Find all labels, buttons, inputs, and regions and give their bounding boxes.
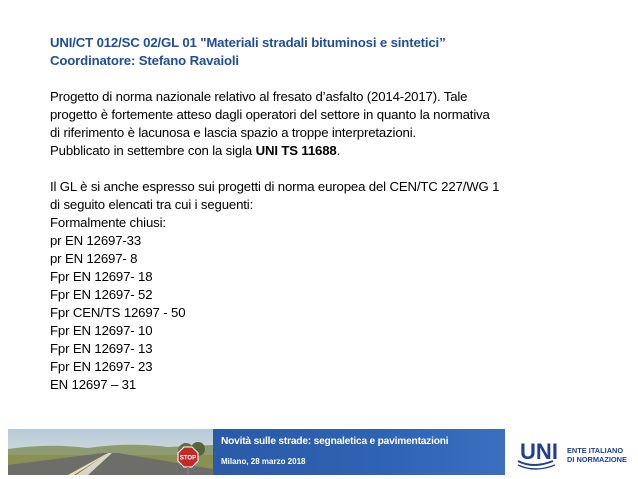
paragraph-line: di riferimento è lacunosa e lascia spazio a troppe interpretazioni.	[50, 125, 417, 140]
stop-sign-text: STOP	[179, 455, 197, 462]
logo-mark-text: UNI	[520, 439, 558, 464]
event-title: Novità sulle strade: segnaletica e pavimentazioni	[221, 436, 449, 447]
published-suffix: .	[336, 143, 341, 158]
standard-item: Fpr EN 12697- 23	[50, 359, 153, 374]
uni-logo	[515, 435, 633, 473]
published-line	[50, 142, 610, 160]
paragraph-line: Formalmente chiusi:	[50, 215, 166, 230]
road-photo-image	[8, 429, 213, 475]
logo-text	[567, 446, 627, 464]
heading-coordinator: Coordinatore: Stefano Ravaioli	[50, 53, 239, 68]
paragraph-european	[50, 178, 610, 232]
paragraph-line: Progetto di norma nazionale relativo al fresato d’asfalto (2014-2017). Tale	[50, 89, 468, 104]
event-banner	[213, 429, 505, 475]
published-code: UNI TS 11688	[255, 143, 337, 158]
standard-item: pr EN 12697-33	[50, 233, 142, 248]
event-date: Milano, 28 marzo 2018	[221, 457, 306, 466]
heading-title: UNI/CT 012/SC 02/GL 01 "Materiali stradali bituminosi e sintetici”	[50, 35, 446, 50]
logo-line: ENTE ITALIANO	[567, 446, 624, 455]
published-prefix: Pubblicato in settembre con la sigla	[50, 143, 256, 158]
logo-line: DI NORMAZIONE	[567, 455, 627, 464]
paragraph-line: progetto è fortemente atteso dagli operatori del settore in quanto la normativa	[50, 107, 490, 122]
slide-body	[50, 34, 610, 394]
paragraph-line: di seguito elencati tra cui i seguenti:	[50, 197, 254, 212]
standards-list	[50, 232, 610, 394]
standard-item: pr EN 12697- 8	[50, 251, 138, 266]
slide-heading	[50, 34, 610, 70]
paragraph-line: Il GL è si anche espresso sui progetti di norma europea del CEN/TC 227/WG 1	[50, 179, 500, 194]
standard-item: Fpr EN 12697- 13	[50, 341, 153, 356]
footer-banner	[0, 427, 638, 479]
standard-item: EN 12697 – 31	[50, 377, 137, 392]
standard-item: Fpr EN 12697- 10	[50, 323, 153, 338]
uni-logo-icon	[515, 435, 565, 471]
standard-item: Fpr EN 12697- 18	[50, 269, 153, 284]
paragraph-project	[50, 88, 610, 160]
standard-item: Fpr CEN/TS 12697 - 50	[50, 305, 186, 320]
standard-item: Fpr EN 12697- 52	[50, 287, 153, 302]
